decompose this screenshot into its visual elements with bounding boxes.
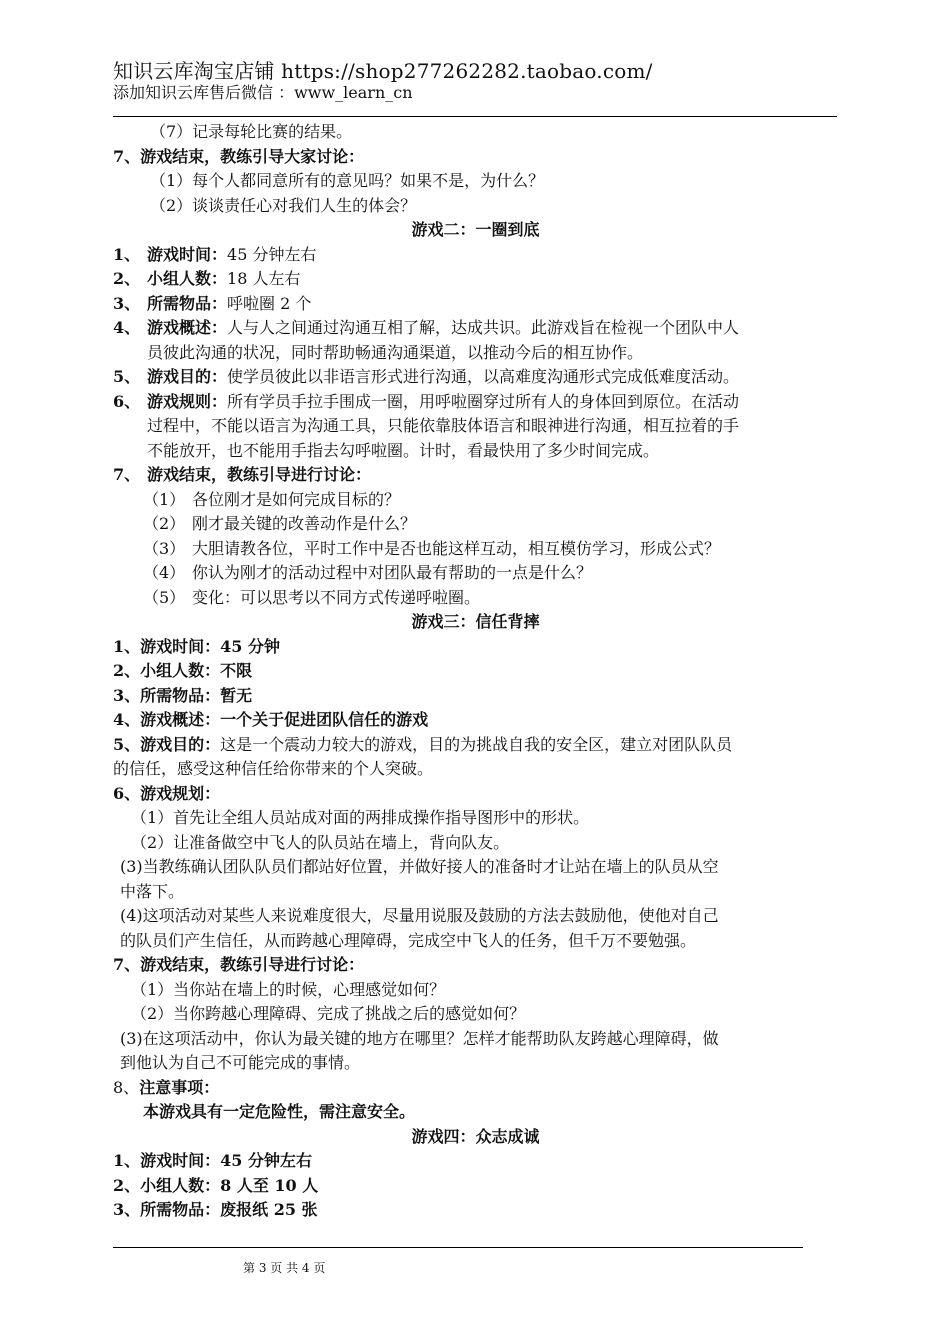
text-line: (3)在这项活动中，你认为最关键的地方在哪里？怎样才能帮助队友跨越心理障碍，做 [120, 1028, 719, 1048]
list-item [113, 390, 838, 415]
text-line: （2）谈谈责任心对我们人生的体会？ [150, 195, 417, 215]
list-item [113, 1076, 838, 1101]
item-number: 4、 [113, 318, 141, 337]
text-line: （2）当你跨越心理障碍、完成了挑战之后的感觉如何？ [131, 1004, 526, 1023]
game3-title: 游戏三：信任背摔 [411, 612, 540, 631]
item-value: 所有学员手拉手围成一圈，用呼啦圈穿过所有人的身体回到原位。在活动 [227, 391, 740, 411]
text-line: （1）当你站在墙上的时候，心理感觉如何？ [131, 979, 446, 999]
text-line: 过程中，不能以语言为沟通工具，只能依靠肢体语言和眼神进行沟通，相互拉着的手 [147, 416, 740, 435]
item-number: （4） [143, 563, 186, 582]
item-text: 各位刚才是如何完成目标的？ [192, 489, 401, 509]
list-item [113, 316, 838, 341]
item-text: 变化：可以思考以不同方式传递呼啦圈。 [192, 587, 481, 607]
list-item [113, 561, 838, 586]
item-key: 游戏目的： [147, 367, 228, 386]
item-key: 5、游戏目的： [113, 734, 221, 754]
item-number: 6、 [113, 391, 141, 411]
item-number: （3） [143, 538, 186, 558]
text-line: 到他认为自己不可能完成的事情。 [120, 1053, 361, 1072]
item-text: 你认为刚才的活动过程中对团队最有帮助的一点是什么？ [192, 563, 593, 582]
list-item [113, 488, 838, 513]
list-item [113, 292, 838, 317]
section-heading: 7、游戏结束，教练引导进行讨论： [113, 955, 365, 974]
document-body [113, 120, 838, 1223]
item-key: 游戏概述： [147, 318, 228, 337]
text-line: 中落下。 [120, 881, 185, 901]
item-key: 游戏规则： [147, 391, 228, 411]
item-key: 游戏时间： [147, 244, 228, 264]
list-item [113, 267, 838, 292]
section-heading: 7、游戏结束，教练引导大家讨论： [113, 146, 365, 166]
item-number: 5、 [113, 367, 141, 386]
item-text: 刚才最关键的改善动作是什么？ [192, 514, 417, 533]
item-value: 使学员彼此以非语言形式进行沟通，以高难度沟通形式完成低难度活动。 [227, 367, 740, 386]
item-key: 注意事项： [139, 1077, 220, 1097]
item-value: 人与人之间通过沟通互相了解，达成共识。此游戏旨在检视一个团队中人 [227, 318, 740, 337]
text-line: （1）每个人都同意所有的意见吗？如果不是，为什么？ [150, 171, 545, 190]
item-number: 7、 [113, 465, 141, 484]
text-line: 1、游戏时间：45 分钟左右 [113, 1151, 312, 1170]
list-item [113, 733, 838, 758]
text-line: 本游戏具有一定危险性，需注意安全。 [143, 1102, 416, 1121]
text-line: （1）首先让全组人员站成对面的两排成操作指导图形中的形状。 [131, 808, 590, 827]
list-item [113, 537, 838, 562]
header-wechat: 添加知识云库售后微信 ：www_learn_cn [113, 83, 413, 102]
text-line: （2）让准备做空中飞人的队员站在墙上，背向队友。 [131, 832, 510, 852]
item-value: 这是一个震动力较大的游戏，目的为挑战自我的安全区，建立对团队队员 [220, 734, 733, 754]
item-number: 3、 [113, 293, 141, 313]
text-line: 4、游戏概述：一个关于促进团队信任的游戏 [113, 710, 429, 729]
text-line: 2、小组人数：不限 [113, 661, 253, 680]
item-value: 45 分钟左右 [227, 244, 317, 264]
game2-title: 游戏二：一圈到底 [411, 220, 540, 239]
text-line: 的队员们产生信任，从而跨越心理障碍，完成空中飞人的任务，但千万不要勉强。 [120, 930, 697, 950]
item-number: 2、 [113, 269, 141, 288]
item-number: （5） [143, 587, 186, 607]
item-value: 呼啦圈 2 个 [227, 293, 312, 313]
footer-divider [113, 1247, 803, 1248]
text-line: (3)当教练确认团队队员们都站好位置，并做好接人的准备时才让站在墙上的队员从空 [120, 857, 719, 876]
item-text: 大胆请教各位，平时工作中是否也能这样互动，相互模仿学习，形成公式？ [192, 538, 721, 558]
page-number: 第 3 页 共 4 页 [243, 1261, 326, 1275]
list-item [113, 586, 838, 611]
item-number: （2） [143, 514, 186, 533]
item-number: （1） [143, 489, 186, 509]
section-heading: 6、游戏规划： [113, 783, 221, 803]
game4-title: 游戏四：众志成诚 [411, 1126, 540, 1146]
text-line: （7）记录每轮比赛的结果。 [150, 122, 353, 141]
header-shop-link: 知识云库淘宝店铺 https://shop277262282.taobao.com/ [113, 59, 653, 83]
text-line: 员彼此沟通的状况，同时帮助畅通沟通渠道，以推动今后的相互协作。 [147, 342, 644, 362]
text-line: 3、所需物品：暂无 [113, 685, 253, 705]
item-key: 游戏结束，教练引导进行讨论： [147, 465, 372, 484]
list-item [113, 243, 838, 268]
item-key: 所需物品： [147, 293, 228, 313]
header-divider [113, 116, 837, 117]
text-line: 不能放开，也不能用手指去勾呼啦圈。计时，看最快用了多少时间完成。 [147, 440, 660, 460]
text-line: 1、游戏时间：45 分钟 [113, 636, 280, 656]
item-number: 8、 [113, 1077, 140, 1097]
list-item [113, 365, 838, 390]
item-key: 小组人数： [147, 269, 228, 288]
text-line: 3、所需物品：废报纸 25 张 [113, 1200, 318, 1219]
list-item [113, 463, 838, 488]
text-line: 的信任，感受这种信任给你带来的个人突破。 [113, 759, 434, 778]
text-line: (4)这项活动对某些人来说难度很大，尽量用说服及鼓励的方法去鼓励他，使他对自己 [120, 906, 719, 925]
item-value: 18 人左右 [227, 269, 301, 288]
list-item [113, 512, 838, 537]
text-line: 2、小组人数：8 人至 10 人 [113, 1175, 319, 1195]
item-number: 1、 [113, 244, 141, 264]
